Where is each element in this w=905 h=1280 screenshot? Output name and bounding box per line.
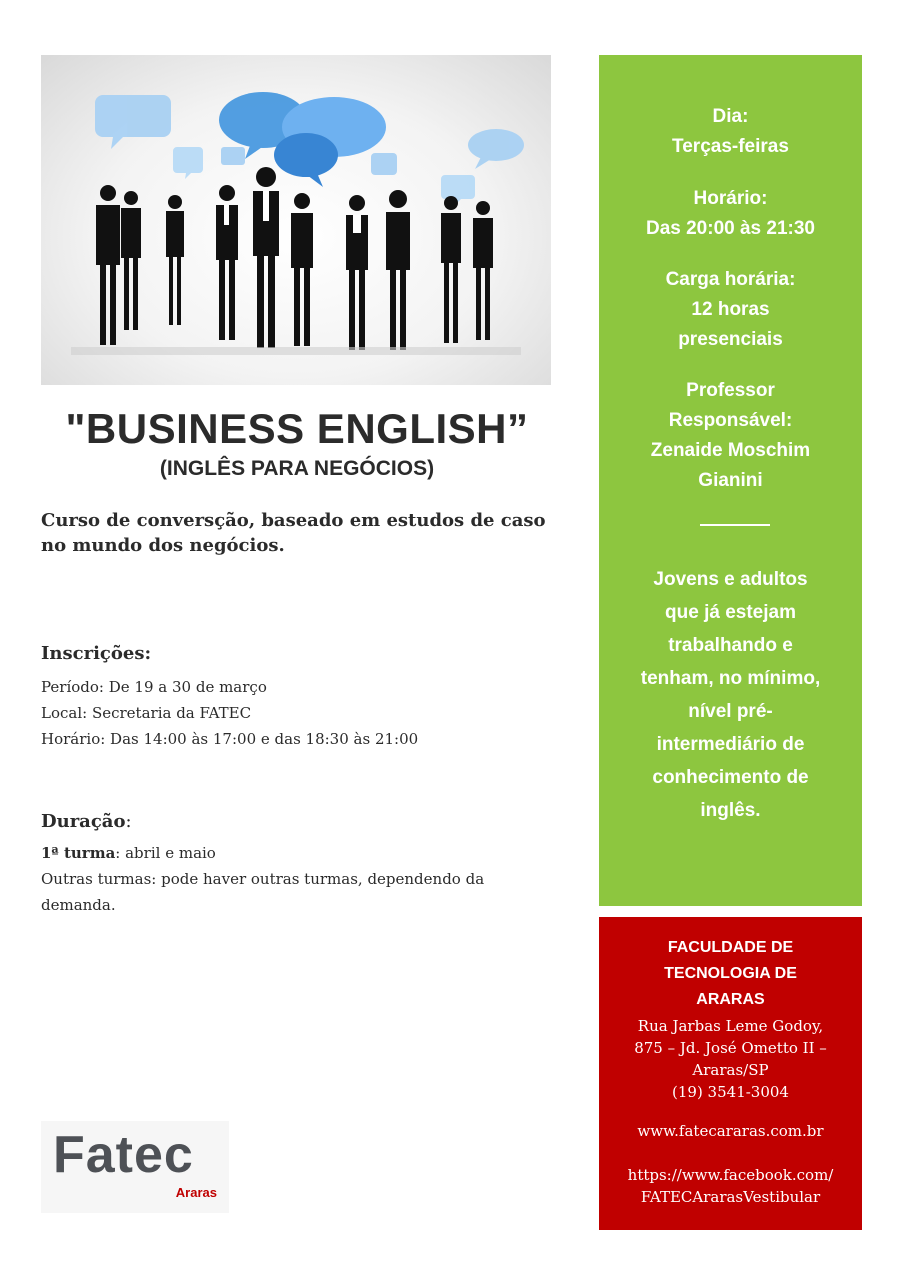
address-line: Rua Jarbas Leme Godoy, — [637, 1017, 824, 1035]
day-block — [599, 102, 862, 162]
facebook-link-1[interactable]: https://www.facebook.com/ — [627, 1166, 834, 1184]
day-value: Terças-feiras — [672, 136, 789, 157]
institution-name-line: FACULDADE DE — [667, 939, 794, 956]
institution-links — [599, 1120, 862, 1208]
institution-name-line: TECNOLOGIA DE — [664, 965, 797, 982]
first-class-label: 1ª turma — [41, 844, 116, 862]
first-class-line — [41, 840, 541, 866]
audience-line: tenham, no mínimo, — [640, 668, 821, 689]
enrollment-location: Local: Secretaria da FATEC — [41, 704, 252, 722]
professor-label-1: Professor — [686, 380, 775, 401]
panel-divider — [700, 524, 770, 526]
address-line: 875 – Jd. José Ometto II – — [634, 1039, 827, 1057]
logo-city: Araras — [175, 1185, 217, 1200]
time-block — [599, 184, 862, 244]
first-class-value: : abril e maio — [115, 844, 216, 862]
enrollment-hours: Horário: Das 14:00 às 17:00 e das 18:30 às 21:00 — [41, 730, 419, 748]
workload-type: presenciais — [678, 329, 783, 350]
audience-line: que já estejam — [665, 602, 796, 623]
hero-image — [41, 55, 551, 385]
logo-wordmark: Fatec — [53, 1126, 194, 1184]
duration-heading-text: Duração — [41, 811, 126, 832]
address-line: Araras/SP — [692, 1061, 769, 1079]
workload-hours: 12 horas — [691, 299, 770, 320]
people-speech-bubbles-icon — [41, 55, 551, 385]
professor-name-2: Gianini — [698, 470, 763, 491]
workload-block — [599, 265, 862, 355]
institution-address — [599, 1015, 862, 1103]
audience-line: conhecimento de — [652, 767, 809, 788]
audience-line: nível pré- — [688, 701, 773, 722]
facebook-link-2[interactable]: FATECArarasVestibular — [640, 1188, 821, 1206]
course-description: Curso de conversção, baseado em estudos de caso no mundo dos negócios. — [41, 510, 546, 556]
website-link[interactable]: www.fatecararas.com.br — [637, 1122, 824, 1140]
time-value: Das 20:00 às 21:30 — [645, 218, 815, 239]
enrollment-heading: Inscrições: — [41, 643, 152, 664]
institution-panel — [599, 917, 862, 1230]
fatec-logo — [41, 1121, 229, 1213]
institution-name-line: ARARAS — [696, 991, 765, 1008]
professor-block — [599, 376, 862, 496]
professor-label-2: Responsável: — [668, 410, 793, 431]
audience-line: trabalhando e — [668, 635, 793, 656]
enrollment-period: Período: De 19 a 30 de março — [41, 678, 267, 696]
workload-label: Carga horária: — [665, 269, 796, 290]
phone-number: (19) 3541-3004 — [672, 1083, 789, 1101]
time-label: Horário: — [693, 188, 768, 209]
enrollment-details — [41, 674, 541, 752]
other-classes-line: Outras turmas: pode haver outras turmas, dependendo da demanda. — [41, 870, 485, 914]
course-title: "BUSINESS ENGLISH” — [65, 405, 529, 452]
course-subtitle: (INGLÊS PARA NEGÓCIOS) — [159, 457, 435, 480]
audience-block — [599, 563, 862, 827]
audience-line: intermediário de — [656, 734, 805, 755]
audience-line: Jovens e adultos — [653, 569, 808, 590]
audience-line: inglês. — [700, 800, 761, 821]
schedule-panel — [599, 55, 862, 906]
institution-name — [599, 935, 862, 1013]
duration-heading-colon: : — [125, 811, 132, 832]
professor-name-1: Zenaide Moschim — [650, 440, 811, 461]
duration-details — [41, 840, 541, 918]
day-label: Dia: — [712, 106, 749, 127]
duration-heading — [41, 811, 132, 832]
